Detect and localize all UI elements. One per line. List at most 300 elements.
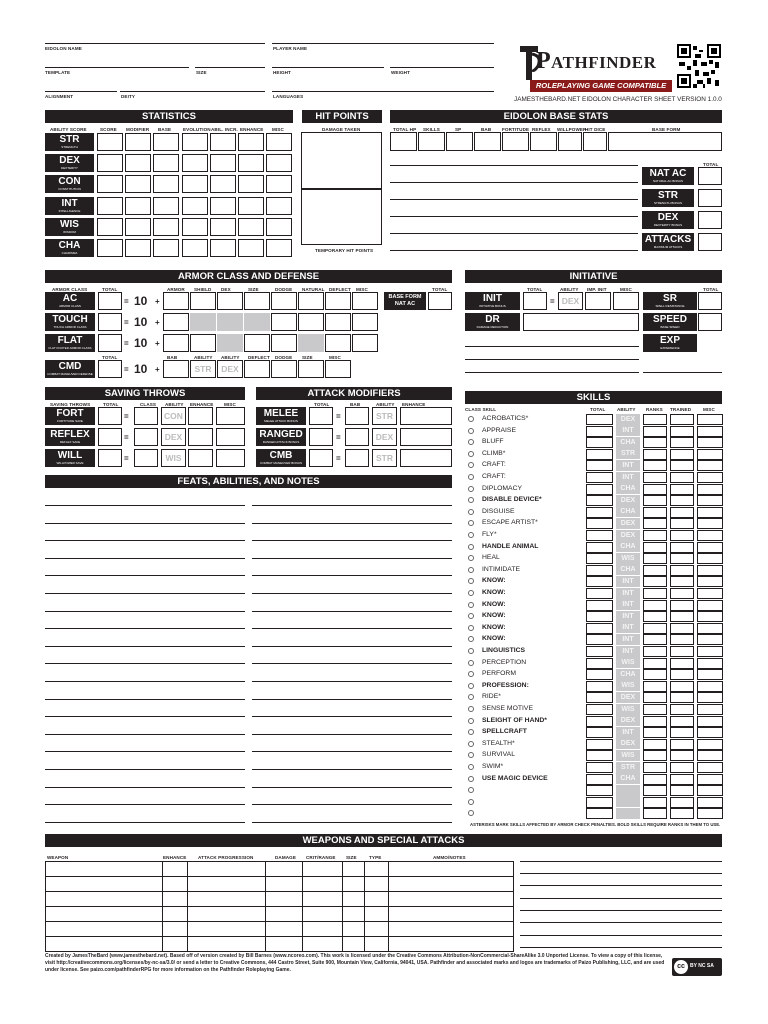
skill-ranks-box[interactable] [643, 727, 667, 738]
skill-total-box[interactable] [586, 634, 613, 645]
cmd-box[interactable] [271, 360, 297, 378]
feat-line[interactable] [45, 716, 245, 717]
feat-line[interactable] [45, 751, 245, 752]
skill-row[interactable] [468, 553, 723, 565]
attack-bab-box[interactable] [345, 428, 369, 446]
class-skill-checkbox[interactable] [468, 729, 474, 735]
skill-trained-box[interactable] [670, 542, 694, 553]
skill-ranks-box[interactable] [643, 634, 667, 645]
skill-ranks-box[interactable] [643, 623, 667, 634]
save-misc-box[interactable] [216, 407, 245, 425]
stat-box[interactable] [125, 133, 151, 151]
feat-line[interactable] [252, 822, 452, 823]
class-skill-checkbox[interactable] [468, 578, 474, 584]
skill-ranks-box[interactable] [643, 530, 667, 541]
feat-line[interactable] [45, 611, 245, 612]
skill-total-box[interactable] [586, 727, 613, 738]
base-item-box[interactable] [698, 167, 722, 185]
armor-box[interactable] [325, 334, 351, 352]
skill-row[interactable] [468, 634, 723, 646]
weapon-cell[interactable] [265, 906, 303, 922]
armor-box[interactable] [325, 292, 351, 310]
weapon-note-line[interactable] [520, 947, 722, 948]
class-skill-checkbox[interactable] [468, 602, 474, 608]
feat-line[interactable] [45, 646, 245, 647]
skill-row[interactable] [468, 472, 723, 484]
skill-misc-box[interactable] [697, 530, 723, 541]
skill-trained-box[interactable] [670, 414, 694, 425]
weapon-cell[interactable] [187, 891, 266, 907]
class-skill-checkbox[interactable] [468, 416, 474, 422]
weapon-cell[interactable] [45, 921, 163, 937]
attack-bab-box[interactable] [345, 449, 369, 467]
stat-box[interactable] [97, 133, 123, 151]
stat-box[interactable] [210, 239, 236, 257]
weapon-cell[interactable] [342, 921, 365, 937]
skill-misc-box[interactable] [697, 681, 723, 692]
skill-row[interactable] [468, 611, 723, 623]
skill-trained-box[interactable] [670, 530, 694, 541]
skill-row[interactable] [468, 460, 723, 472]
weapon-note-line[interactable] [520, 898, 722, 899]
class-skill-checkbox[interactable] [468, 532, 474, 538]
base-item-box[interactable] [698, 189, 722, 207]
skill-total-box[interactable] [586, 437, 613, 448]
skill-ranks-box[interactable] [643, 449, 667, 460]
weapon-cell[interactable] [265, 921, 303, 937]
skill-ranks-box[interactable] [643, 460, 667, 471]
skill-ranks-box[interactable] [643, 681, 667, 692]
feat-line[interactable] [252, 558, 452, 559]
armor-box[interactable] [163, 334, 189, 352]
skill-ranks-box[interactable] [643, 507, 667, 518]
base-stat-box[interactable] [530, 132, 557, 151]
feat-line[interactable] [252, 628, 452, 629]
damage-taken-box[interactable] [301, 132, 382, 189]
skill-ranks-box[interactable] [643, 716, 667, 727]
skill-ranks-box[interactable] [643, 785, 667, 796]
class-skill-checkbox[interactable] [468, 648, 474, 654]
feat-line[interactable] [252, 751, 452, 752]
weapon-note-line[interactable] [520, 922, 722, 923]
skill-ranks-box[interactable] [643, 553, 667, 564]
stat-box[interactable] [210, 197, 236, 215]
stat-box[interactable] [210, 175, 236, 193]
class-skill-checkbox[interactable] [468, 671, 474, 677]
skill-ranks-box[interactable] [643, 808, 667, 819]
save-misc-box[interactable] [216, 449, 245, 467]
class-skill-checkbox[interactable] [468, 520, 474, 526]
weapon-cell[interactable] [364, 921, 389, 937]
skill-row[interactable] [468, 542, 723, 554]
stat-box[interactable] [182, 175, 208, 193]
stat-box[interactable] [210, 154, 236, 172]
base-item-box[interactable] [698, 233, 722, 251]
skill-trained-box[interactable] [670, 739, 694, 750]
stat-box[interactable] [266, 239, 292, 257]
save-enhance-box[interactable] [188, 428, 213, 446]
cmd-box[interactable] [244, 360, 270, 378]
stat-box[interactable] [238, 175, 264, 193]
skill-trained-box[interactable] [670, 762, 694, 773]
attack-total-box[interactable] [309, 407, 333, 425]
attack-enhance-box[interactable] [400, 449, 452, 467]
feat-line[interactable] [252, 523, 452, 524]
weapon-cell[interactable] [388, 921, 514, 937]
skill-row[interactable] [468, 774, 723, 786]
skill-misc-box[interactable] [697, 414, 723, 425]
weapon-note-line[interactable] [520, 910, 722, 911]
skill-trained-box[interactable] [670, 495, 694, 506]
stat-box[interactable] [97, 154, 123, 172]
skill-ranks-box[interactable] [643, 542, 667, 553]
skill-ranks-box[interactable] [643, 646, 667, 657]
feat-line[interactable] [45, 540, 245, 541]
stat-box[interactable] [266, 133, 292, 151]
weapon-cell[interactable] [342, 906, 365, 922]
skill-misc-box[interactable] [697, 739, 723, 750]
skill-trained-box[interactable] [670, 774, 694, 785]
save-misc-box[interactable] [216, 428, 245, 446]
armor-box[interactable] [271, 313, 297, 331]
skill-total-box[interactable] [586, 785, 613, 796]
stat-box[interactable] [153, 154, 179, 172]
skill-row[interactable] [468, 530, 723, 542]
feat-line[interactable] [45, 699, 245, 700]
stat-box[interactable] [238, 197, 264, 215]
weapon-cell[interactable] [302, 921, 343, 937]
skill-row[interactable] [468, 646, 723, 658]
weapon-cell[interactable] [187, 936, 266, 952]
weapon-cell[interactable] [45, 876, 163, 892]
skill-total-box[interactable] [586, 460, 613, 471]
skill-total-box[interactable] [586, 530, 613, 541]
weapon-cell[interactable] [187, 861, 266, 877]
skill-trained-box[interactable] [670, 750, 694, 761]
skill-row[interactable] [468, 437, 723, 449]
armor-box[interactable] [190, 334, 216, 352]
save-enhance-box[interactable] [188, 449, 213, 467]
skill-misc-box[interactable] [697, 727, 723, 738]
base-stat-box[interactable] [390, 132, 417, 151]
skill-misc-box[interactable] [697, 460, 723, 471]
skill-misc-box[interactable] [697, 484, 723, 495]
skill-total-box[interactable] [586, 808, 613, 819]
feat-line[interactable] [45, 769, 245, 770]
skill-total-box[interactable] [586, 692, 613, 703]
weapon-cell[interactable] [187, 876, 266, 892]
weapon-note-line[interactable] [520, 861, 722, 862]
skill-trained-box[interactable] [670, 449, 694, 460]
stat-box[interactable] [266, 197, 292, 215]
skill-ranks-box[interactable] [643, 704, 667, 715]
armor-box[interactable] [163, 292, 189, 310]
save-class-box[interactable] [134, 449, 158, 467]
skill-ranks-box[interactable] [643, 495, 667, 506]
skill-total-box[interactable] [586, 611, 613, 622]
skill-trained-box[interactable] [670, 797, 694, 808]
armor-box[interactable] [271, 292, 297, 310]
skill-total-box[interactable] [586, 797, 613, 808]
skill-total-box[interactable] [586, 484, 613, 495]
skill-row[interactable] [468, 692, 723, 704]
speed-box[interactable] [698, 313, 722, 331]
base-stat-box[interactable] [474, 132, 501, 151]
armor-box[interactable] [298, 313, 324, 331]
armor-box[interactable] [298, 292, 324, 310]
class-skill-checkbox[interactable] [468, 810, 474, 816]
stat-box[interactable] [182, 218, 208, 236]
skill-trained-box[interactable] [670, 704, 694, 715]
feat-line[interactable] [252, 769, 452, 770]
skill-ranks-box[interactable] [643, 472, 667, 483]
skill-ranks-box[interactable] [643, 426, 667, 437]
stat-box[interactable] [210, 218, 236, 236]
skill-total-box[interactable] [586, 762, 613, 773]
skill-total-box[interactable] [586, 658, 613, 669]
class-skill-checkbox[interactable] [468, 636, 474, 642]
feat-line[interactable] [45, 663, 245, 664]
skill-ranks-box[interactable] [643, 669, 667, 680]
skill-row[interactable] [468, 750, 723, 762]
feat-line[interactable] [45, 681, 245, 682]
weapon-cell[interactable] [162, 861, 188, 877]
armor-box[interactable] [352, 334, 378, 352]
class-skill-checkbox[interactable] [468, 613, 474, 619]
stat-box[interactable] [125, 154, 151, 172]
skill-misc-box[interactable] [697, 692, 723, 703]
skill-row[interactable] [468, 449, 723, 461]
skill-total-box[interactable] [586, 553, 613, 564]
skill-trained-box[interactable] [670, 518, 694, 529]
weapon-cell[interactable] [364, 861, 389, 877]
feat-line[interactable] [252, 804, 452, 805]
stat-box[interactable] [153, 133, 179, 151]
armor-total-box[interactable] [98, 292, 122, 310]
skill-total-box[interactable] [586, 623, 613, 634]
attack-bab-box[interactable] [345, 407, 369, 425]
weapon-cell[interactable] [162, 906, 188, 922]
armor-box[interactable] [352, 313, 378, 331]
skill-total-box[interactable] [586, 681, 613, 692]
skill-misc-box[interactable] [697, 669, 723, 680]
skill-trained-box[interactable] [670, 716, 694, 727]
save-class-box[interactable] [134, 428, 158, 446]
attack-total-box[interactable] [309, 449, 333, 467]
weapon-cell[interactable] [265, 861, 303, 877]
attack-total-box[interactable] [309, 428, 333, 446]
init-total-box[interactable] [523, 292, 547, 310]
feat-line[interactable] [45, 628, 245, 629]
feat-line[interactable] [252, 611, 452, 612]
weapon-cell[interactable] [388, 876, 514, 892]
weapon-cell[interactable] [302, 936, 343, 952]
skill-ranks-box[interactable] [643, 588, 667, 599]
skill-misc-box[interactable] [697, 507, 723, 518]
armor-box[interactable] [271, 334, 297, 352]
skill-row[interactable] [468, 414, 723, 426]
skill-misc-box[interactable] [697, 576, 723, 587]
skill-row[interactable] [468, 681, 723, 693]
class-skill-checkbox[interactable] [468, 787, 474, 793]
skill-total-box[interactable] [586, 588, 613, 599]
skill-trained-box[interactable] [670, 634, 694, 645]
skill-row[interactable] [468, 762, 723, 774]
skill-row[interactable] [468, 808, 723, 820]
skill-total-box[interactable] [586, 669, 613, 680]
stat-box[interactable] [97, 197, 123, 215]
armor-box[interactable] [163, 313, 189, 331]
feat-line[interactable] [252, 681, 452, 682]
skill-ranks-box[interactable] [643, 565, 667, 576]
skill-row[interactable] [468, 623, 723, 635]
skill-total-box[interactable] [586, 565, 613, 576]
feat-line[interactable] [45, 505, 245, 506]
weapon-cell[interactable] [388, 906, 514, 922]
class-skill-checkbox[interactable] [468, 486, 474, 492]
stat-box[interactable] [182, 133, 208, 151]
stat-box[interactable] [266, 175, 292, 193]
skill-misc-box[interactable] [697, 774, 723, 785]
skill-misc-box[interactable] [697, 553, 723, 564]
armor-box[interactable] [244, 292, 270, 310]
attack-enhance-box[interactable] [400, 428, 452, 446]
skill-ranks-box[interactable] [643, 437, 667, 448]
feat-line[interactable] [252, 716, 452, 717]
feat-line[interactable] [45, 822, 245, 823]
weapon-cell[interactable] [342, 891, 365, 907]
weapon-cell[interactable] [187, 921, 266, 937]
skill-row[interactable] [468, 426, 723, 438]
attack-enhance-box[interactable] [400, 407, 452, 425]
save-total-box[interactable] [98, 449, 122, 467]
skill-total-box[interactable] [586, 507, 613, 518]
stat-box[interactable] [97, 239, 123, 257]
stat-box[interactable] [97, 218, 123, 236]
weapon-cell[interactable] [265, 876, 303, 892]
skill-trained-box[interactable] [670, 808, 694, 819]
class-skill-checkbox[interactable] [468, 567, 474, 573]
class-skill-checkbox[interactable] [468, 625, 474, 631]
feat-line[interactable] [45, 575, 245, 576]
skill-misc-box[interactable] [697, 472, 723, 483]
class-skill-checkbox[interactable] [468, 799, 474, 805]
skill-total-box[interactable] [586, 414, 613, 425]
skill-ranks-box[interactable] [643, 774, 667, 785]
skill-trained-box[interactable] [670, 611, 694, 622]
skill-total-box[interactable] [586, 495, 613, 506]
skill-row[interactable] [468, 600, 723, 612]
skill-ranks-box[interactable] [643, 611, 667, 622]
skill-misc-box[interactable] [697, 495, 723, 506]
skill-misc-box[interactable] [697, 808, 723, 819]
weapon-cell[interactable] [388, 891, 514, 907]
stat-box[interactable] [182, 239, 208, 257]
skill-total-box[interactable] [586, 750, 613, 761]
skill-misc-box[interactable] [697, 750, 723, 761]
skill-trained-box[interactable] [670, 484, 694, 495]
skill-misc-box[interactable] [697, 449, 723, 460]
skill-trained-box[interactable] [670, 426, 694, 437]
skill-ranks-box[interactable] [643, 692, 667, 703]
skill-trained-box[interactable] [670, 576, 694, 587]
skill-row[interactable] [468, 797, 723, 809]
stat-box[interactable] [125, 197, 151, 215]
class-skill-checkbox[interactable] [468, 752, 474, 758]
skill-total-box[interactable] [586, 426, 613, 437]
stat-box[interactable] [153, 175, 179, 193]
skill-ranks-box[interactable] [643, 518, 667, 529]
skill-total-box[interactable] [586, 542, 613, 553]
feat-line[interactable] [45, 804, 245, 805]
class-skill-checkbox[interactable] [468, 555, 474, 561]
weapon-cell[interactable] [187, 906, 266, 922]
skill-trained-box[interactable] [670, 658, 694, 669]
skill-total-box[interactable] [586, 449, 613, 460]
armor-box[interactable] [325, 313, 351, 331]
weapon-cell[interactable] [364, 891, 389, 907]
skill-total-box[interactable] [586, 518, 613, 529]
skill-trained-box[interactable] [670, 437, 694, 448]
skill-row[interactable] [468, 727, 723, 739]
save-total-box[interactable] [98, 428, 122, 446]
feat-line[interactable] [252, 699, 452, 700]
class-skill-checkbox[interactable] [468, 590, 474, 596]
base-stat-box[interactable] [558, 132, 582, 151]
class-skill-checkbox[interactable] [468, 694, 474, 700]
skill-misc-box[interactable] [697, 565, 723, 576]
feat-line[interactable] [45, 787, 245, 788]
stat-box[interactable] [238, 154, 264, 172]
skill-row[interactable] [468, 495, 723, 507]
skill-trained-box[interactable] [670, 681, 694, 692]
armor-box[interactable] [244, 334, 270, 352]
weapon-cell[interactable] [45, 891, 163, 907]
skill-misc-box[interactable] [697, 785, 723, 796]
base-stat-box[interactable] [502, 132, 529, 151]
skill-trained-box[interactable] [670, 785, 694, 796]
weapon-cell[interactable] [265, 936, 303, 952]
nat-ac-box[interactable] [428, 292, 452, 310]
weapon-cell[interactable] [364, 906, 389, 922]
stat-box[interactable] [97, 175, 123, 193]
skill-total-box[interactable] [586, 774, 613, 785]
feat-line[interactable] [252, 540, 452, 541]
skill-trained-box[interactable] [670, 692, 694, 703]
weapon-cell[interactable] [45, 936, 163, 952]
class-skill-checkbox[interactable] [468, 706, 474, 712]
stat-box[interactable] [238, 239, 264, 257]
dr-box[interactable] [523, 313, 639, 331]
skill-row[interactable] [468, 484, 723, 496]
base-stat-box[interactable] [608, 132, 722, 151]
skill-trained-box[interactable] [670, 507, 694, 518]
stat-box[interactable] [238, 218, 264, 236]
skill-trained-box[interactable] [670, 460, 694, 471]
skill-row[interactable] [468, 518, 723, 530]
skill-ranks-box[interactable] [643, 750, 667, 761]
skill-ranks-box[interactable] [643, 576, 667, 587]
class-skill-checkbox[interactable] [468, 683, 474, 689]
skill-ranks-box[interactable] [643, 484, 667, 495]
sr-box[interactable] [698, 292, 722, 310]
cmd-total-box[interactable] [98, 360, 122, 378]
skill-trained-box[interactable] [670, 588, 694, 599]
feat-line[interactable] [45, 558, 245, 559]
class-skill-checkbox[interactable] [468, 660, 474, 666]
skill-misc-box[interactable] [697, 518, 723, 529]
stat-box[interactable] [266, 154, 292, 172]
